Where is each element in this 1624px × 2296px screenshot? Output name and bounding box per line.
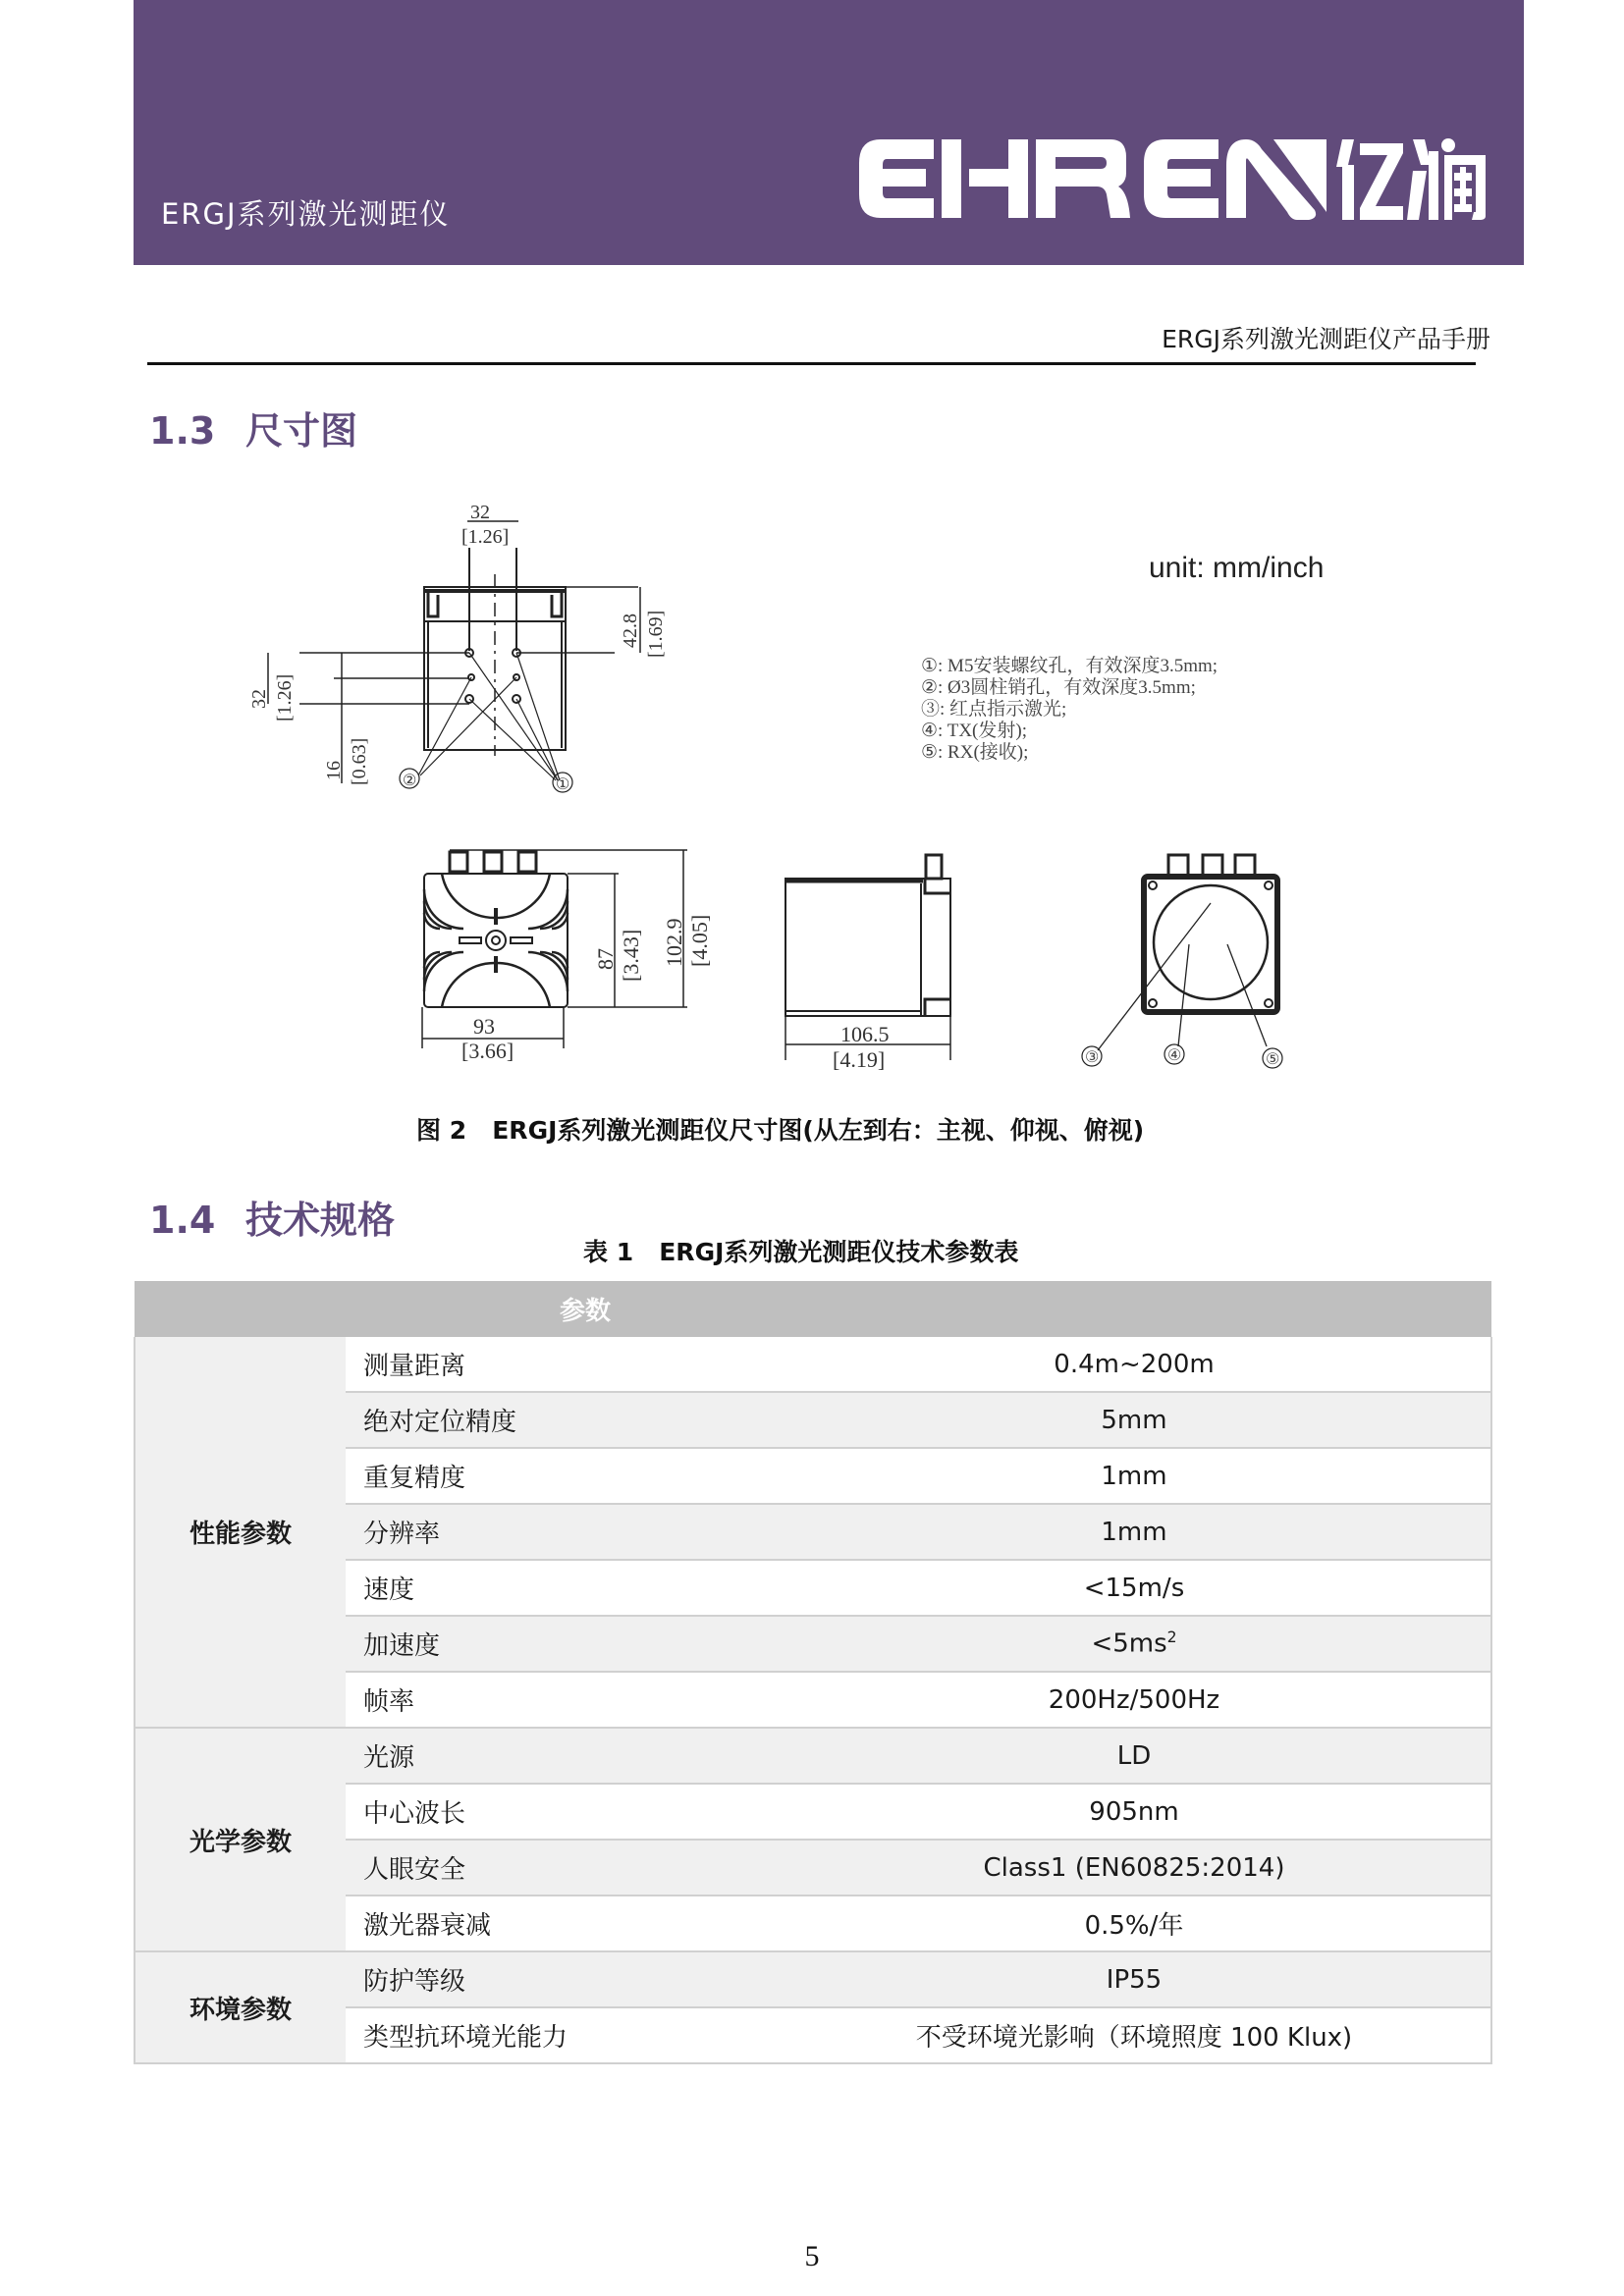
row-label: 重复精度 [346,1448,778,1504]
dimension-drawing [226,486,1384,1085]
figure-caption-label: 图 2 [416,1116,467,1145]
table-header-row [135,1281,1491,1337]
row-value: 1mm [778,1504,1491,1560]
callout-1: ① [556,776,570,793]
running-header-title: ERGJ系列激光测距仪产品手册 [1162,325,1490,353]
dim-left-spacing: 32 [248,689,270,709]
row-label: 光源 [346,1728,778,1784]
front-view-body [424,874,568,1007]
dim-left-offset: 16 [323,761,345,780]
table-row [135,1951,1491,2007]
dim-front-width-in: [3.66] [461,1039,514,1063]
row-label: 分辨率 [346,1504,778,1560]
row-value: <15m/s [778,1560,1491,1616]
table-row [135,1728,1491,1784]
figure-caption [416,1111,1144,1147]
side-view-body [785,879,950,1016]
callout-2: ② [403,773,417,789]
dim-top-width-in: [1.26] [461,526,510,548]
row-value: $<5ms^2$ [778,1616,1491,1672]
row-label: 帧率 [346,1672,778,1728]
row-value: 905nm [778,1784,1491,1840]
group-label-optical: 光学参数 [135,1728,346,1951]
row-label: 防护等级 [346,1951,778,2007]
spec-table [134,1281,1492,2064]
note-3: ③: 红点指示激光; [921,699,1067,720]
row-label: 中心波长 [346,1784,778,1840]
dim-front-total-in: [4.05] [687,914,712,967]
section-number: 1.4 [149,1199,216,1242]
dim-front-height: 87 [593,948,618,970]
dim-right-height: 42.8 [620,614,641,648]
dim-left-spacing-in: [1.26] [274,673,296,721]
row-label: 类型抗环境光能力 [346,2007,778,2063]
dim-side-length: 106.5 [840,1022,890,1046]
lens-circle [1154,885,1268,999]
group-label-environment: 环境参数 [135,1951,346,2063]
note-2: ②: Ø3圆柱销孔，有效深度3.5mm; [921,677,1196,698]
row-value: 200Hz/500Hz [778,1672,1491,1728]
ehren-logo [857,137,1488,220]
row-value: Class1 (EN60825:2014) [778,1840,1491,1896]
callout-4: ④ [1167,1047,1182,1064]
dim-top-width: 32 [470,502,490,523]
unit-label: unit: mm/inch [1149,552,1325,584]
row-value: IP55 [778,1951,1491,2007]
table-row [135,1337,1491,1392]
note-1: ①: M5安装螺纹孔，有效深度3.5mm; [921,656,1218,676]
note-5: ⑤: RX(接收); [921,742,1029,763]
table-caption-text: ERGJ系列激光测距仪技术参数表 [659,1238,1019,1266]
section-title: 尺寸图 [245,409,358,453]
table-caption [583,1233,1018,1268]
table-header-label: 参数 [560,1297,612,1326]
row-label: 激光器衰减 [346,1896,778,1951]
row-value: 1mm [778,1448,1491,1504]
page-number: 5 [804,2240,820,2272]
callout-5: ⑤ [1266,1051,1280,1068]
row-value: 0.4m~200m [778,1337,1491,1392]
row-label: 测量距离 [346,1337,778,1392]
row-label: 速度 [346,1560,778,1616]
row-value: 5mm [778,1392,1491,1448]
row-label: 加速度 [346,1616,778,1672]
section-number: 1.3 [149,409,216,453]
section-heading-1-4 [149,1190,395,1244]
row-value: 0.5%/年 [778,1896,1491,1951]
section-title: 技术规格 [245,1199,396,1242]
dim-front-total: 102.9 [662,918,686,967]
note-4: ④: TX(发射); [921,721,1027,741]
dim-side-length-in: [4.19] [833,1047,886,1072]
row-label: 绝对定位精度 [346,1392,778,1448]
group-label-performance: 性能参数 [135,1337,346,1728]
table-caption-label: 表 1 [583,1238,634,1266]
dim-front-width: 93 [473,1014,495,1039]
dim-front-height-in: [3.43] [619,929,643,982]
dim-left-offset-in: [0.63] [349,737,370,785]
series-title: ERGJ系列激光测距仪 [161,197,451,231]
section-heading-1-3 [149,400,357,454]
row-label: 人眼安全 [346,1840,778,1896]
header-rule [147,362,1476,365]
figure-caption-text: ERGJ系列激光测距仪尺寸图(从左到右：主视、仰视、俯视) [492,1116,1145,1145]
dim-right-height-in: [1.69] [645,610,667,658]
lens-view-body [1144,877,1277,1012]
row-value: LD [778,1728,1491,1784]
callout-3: ③ [1085,1049,1100,1066]
row-value: 不受环境光影响（环境照度 100 Klux) [778,2007,1491,2063]
